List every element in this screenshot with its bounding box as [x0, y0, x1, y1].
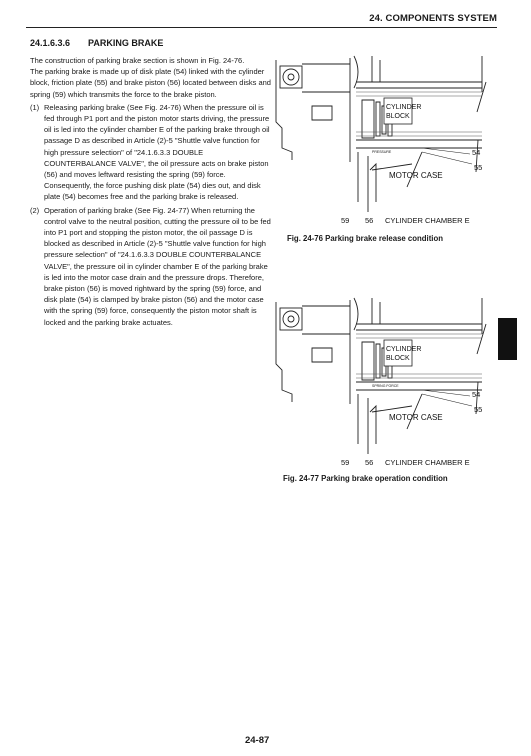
- intro-paragraph: The construction of parking brake section is shown in Fig. 24-76.: [30, 56, 245, 65]
- item-text: Operation of parking brake (See Fig. 24-77) When returning the control valve to the neutral position, cutting the pressure oil to be fed into P1 port and stopping the piston motor, the oil passage D is blocked as described in Article (2)-5 "Shuttle valve function for high pressure selection" of "24.1.6.3.3 DOUBLE COUNTERBALANCE VALVE", the pressure oil in cylinder chamber E of the parking brake is led into the motor case drain and the pressure drops. Therefore, brake piston (56) is moved rightward by the spring (59) force, and disk plate (54) is clamped by brake piston (56) and the motor case with the spring (59) force, consequently the piston motor shaft is locked and the parking brake actuates.: [44, 205, 271, 327]
- intro-paragraph: The parking brake is made up of disk plate (54) linked with the cylinder block, friction plate (55) and brake piston (56) located between disks and spring (59) which transmits the force to the brake piston.: [30, 67, 271, 99]
- part-59-label: 59: [341, 458, 350, 467]
- chapter-tab-marker: [498, 318, 517, 360]
- pressure-note: PRESSURE: [372, 150, 392, 154]
- chapter-header: 24. COMPONENTS SYSTEM: [369, 13, 497, 24]
- cylinder-label: CYLINDER: [386, 346, 422, 353]
- chamber-label: CYLINDER CHAMBER E: [385, 216, 470, 225]
- spring-force-note: SPRING FORCE: [372, 384, 399, 388]
- block-label: BLOCK: [386, 355, 410, 362]
- brake-operation-diagram: [272, 294, 502, 474]
- item-label: (1): [30, 102, 40, 112]
- chamber-label: CYLINDER CHAMBER E: [385, 458, 470, 467]
- section-number: 24.1.6.3.6: [30, 38, 71, 48]
- figure-brake-release: [272, 52, 502, 232]
- section-title: PARKING BRAKE: [88, 38, 164, 48]
- part-59-label: 59: [341, 216, 350, 225]
- part-56-label: 56: [365, 458, 374, 467]
- item-label: (2): [30, 205, 40, 215]
- brake-release-diagram: [272, 52, 502, 232]
- header-rule: [26, 27, 497, 28]
- cylinder-label: CYLINDER: [386, 104, 422, 111]
- list-item: [30, 102, 273, 203]
- page-number: 24-87: [245, 735, 270, 746]
- motor-case-label: MOTOR CASE: [389, 413, 443, 422]
- text-column: [30, 55, 273, 328]
- part-55-label: 55: [474, 163, 483, 172]
- figure-brake-operation: [272, 294, 502, 474]
- part-55-label: 55: [474, 405, 483, 414]
- item-text: Releasing parking brake (See Fig. 24-76) When the pressure oil is fed through P1 port and the piston motor starts driving, the pressure oil is led into the cylinder chamber E of the parking brake through oil passage D as described in Article (2)-5 "Shuttle valve function for high pressure selection" of "24.1.6.3.3 DOUBLE COUNTERBALANCE VALVE", the oil pressure acts on brake piston (56) and moves leftward resisting the spring (59) force. Consequently, the force pushing disk plate (54) dies out, and disk plate (54) becomes free and the parking brake is released.: [44, 102, 270, 202]
- block-label: BLOCK: [386, 113, 410, 120]
- motor-case-label: MOTOR CASE: [389, 171, 443, 180]
- part-56-label: 56: [365, 216, 374, 225]
- part-54-label: 54: [472, 390, 481, 399]
- list-item: [30, 205, 273, 328]
- section-heading: [30, 38, 163, 48]
- part-54-label: 54: [472, 148, 481, 157]
- figure-caption: Fig. 24-77 Parking brake operation condition: [283, 474, 448, 483]
- figure-caption: Fig. 24-76 Parking brake release condition: [287, 234, 443, 243]
